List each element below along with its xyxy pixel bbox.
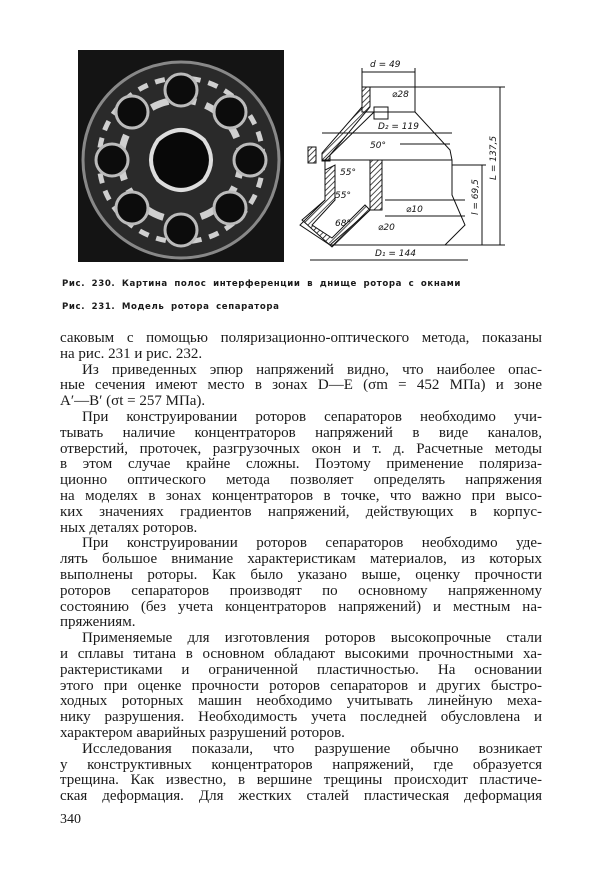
dim-dia28: ⌀28	[392, 90, 409, 100]
text-line: у конструктивных концентраторов напряжений, где образуется	[60, 757, 542, 773]
dim-dia20: ⌀20	[378, 223, 395, 233]
figure-230-interference-photo	[78, 50, 284, 262]
text-line: лять большое внимание характеристикам материалов, из которых	[60, 552, 542, 568]
text-line: на моделях в зонах концентраторов в точке, что важно при высо-	[60, 488, 542, 504]
text-line: нику разрушения. Необходимость учета последней обусловлена и	[60, 710, 542, 726]
angle-68: 68°	[335, 219, 351, 229]
text-line: ные сечения имеют место в зонах D—E (σm = 452 МПа) и зоне	[60, 378, 542, 394]
text-line: Применяемые для изготовления роторов высокопрочные стали	[82, 631, 542, 647]
text-line: на рис. 231 и рис. 232.	[60, 346, 203, 362]
angle-55a: 55°	[340, 168, 356, 178]
text-line: отверстий, проточек, разгрузочных окон и т. д. Расчетные методы	[60, 441, 542, 457]
text-line: ционно оптического метода позволяет определять напряжения	[60, 473, 542, 489]
figure-231-caption: Рис. 231. Модель ротора сепаратора	[62, 302, 280, 312]
text-line: ская деформация. Для жестких сталей пластическая деформация	[60, 789, 542, 805]
text-line: Исследования показали, что разрушение обычно возникает	[82, 741, 542, 757]
text-line: ких значениях градиентов напряжений, действующих в корпус-	[60, 504, 542, 520]
text-line: выполнены роторы. Как было указано выше, оценку прочности	[60, 567, 542, 583]
text-line: ходных роторных машин необходимо учитывать линейную меха-	[60, 694, 542, 710]
figure-231-rotor-drawing	[290, 50, 530, 280]
figure-230-caption: Рис. 230. Картина полос интерференции в днище ротора с окнами	[62, 279, 462, 289]
text-line: ных деталях роторов.	[60, 520, 198, 536]
text-line: состоянию (без учета концентраторов напряжений) и местным на-	[60, 599, 542, 615]
text-line: характером аварийных разрушений роторов.	[60, 725, 345, 741]
dim-l: l = 69,5	[471, 179, 481, 215]
text-line: трещина. Как известно, в вершине трещины происходит пластиче-	[60, 773, 542, 789]
dim-d: d = 49	[370, 60, 401, 70]
angle-55b: 55°	[335, 191, 351, 201]
text-line: При конструировании роторов сепараторов необходимо учи-	[82, 409, 542, 425]
text-line: A′—B′ (σt = 257 МПа).	[60, 394, 206, 410]
text-line: тывать наличие концентраторов напряжений в виде каналов,	[60, 425, 542, 441]
dim-dia10: ⌀10	[406, 205, 423, 215]
angle-50: 50°	[370, 141, 386, 151]
text-line: рактеристиками и ограниченной пластичностью. На основании	[60, 662, 542, 678]
text-line: пряжениям.	[60, 615, 136, 631]
body-text	[60, 331, 542, 805]
text-line: в этом случае крайне сложны. Поэтому применение поляриза-	[60, 457, 542, 473]
page-number: 340	[60, 812, 81, 827]
text-line: этого при оценке прочности роторов сепараторов и других быстро-	[60, 678, 542, 694]
text-line: Из приведенных эпюр напряжений видно, что наиболее опас-	[82, 362, 542, 378]
dim-D1: D₁ = 144	[375, 249, 416, 259]
text-line: роторов сепараторов производят по основному напряженному	[60, 583, 542, 599]
dim-D2: D₂ = 119	[378, 122, 419, 132]
text-line: и сплавы титана в основном обладают высокими прочностными ха-	[60, 646, 542, 662]
text-line: саковым с помощью поляризационно-оптического метода, показаны	[60, 331, 542, 346]
text-line: При конструировании роторов сепараторов необходимо уде-	[82, 536, 542, 552]
dim-L: L = 137,5	[489, 135, 499, 180]
